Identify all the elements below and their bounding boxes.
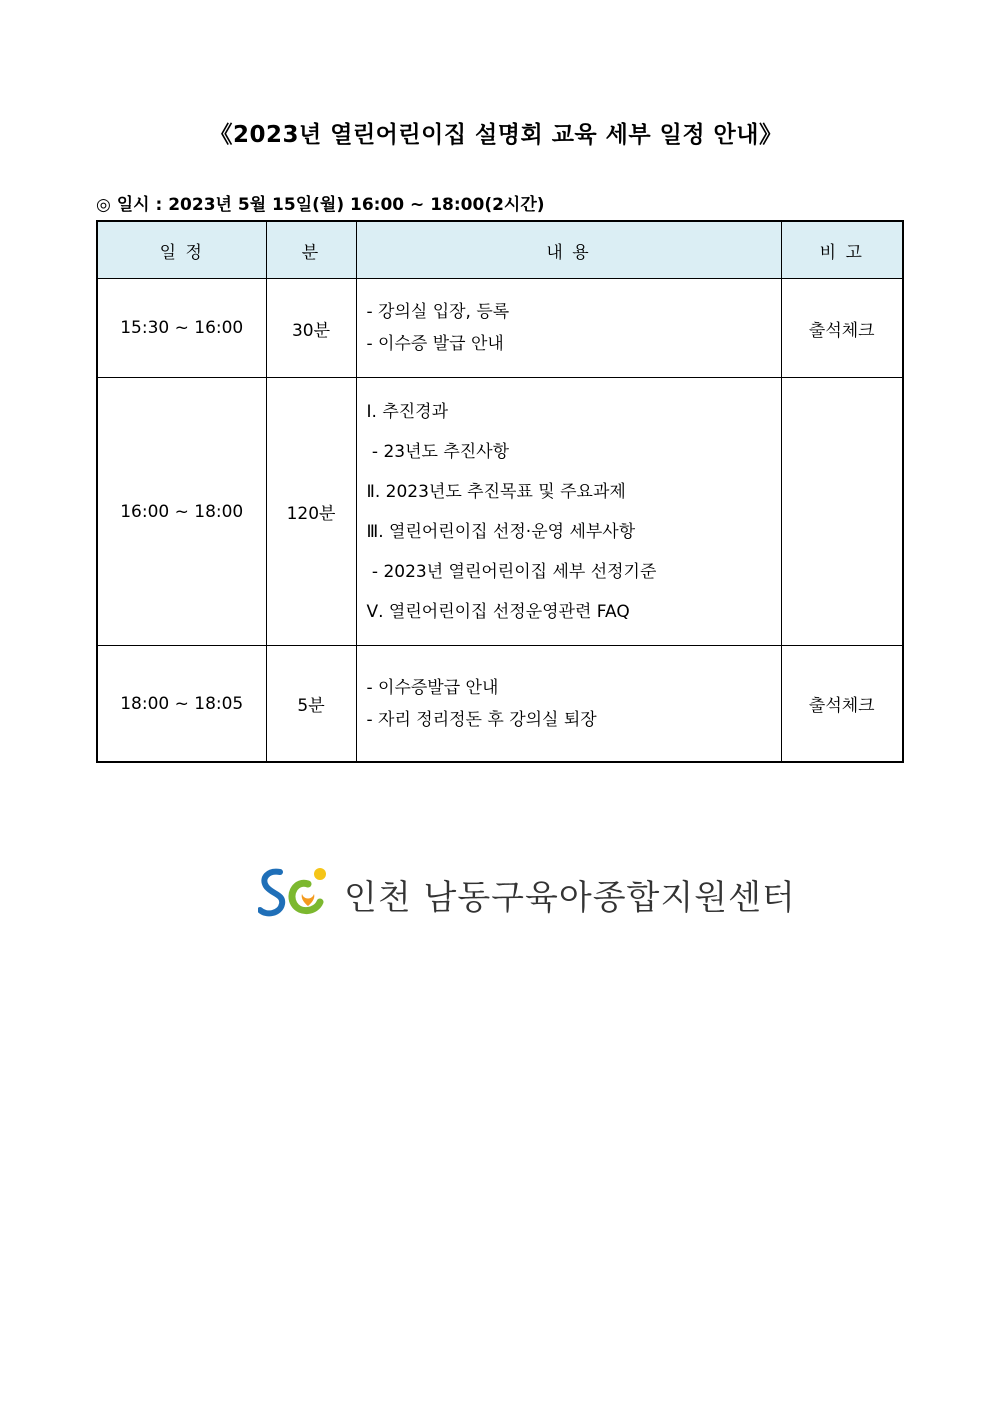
- table-row: [97, 378, 903, 646]
- header-content: 내 용: [356, 221, 781, 279]
- content-line: - 자리 정리정돈 후 강의실 퇴장: [366, 709, 597, 730]
- row-note: [781, 378, 903, 646]
- content-line: Ⅲ. 열린어린이집 선정·운영 세부사항: [366, 521, 636, 542]
- row-time: 18:00 ~ 18:05: [97, 646, 266, 763]
- header-schedule: 일 정: [97, 221, 266, 279]
- row-content: [356, 279, 781, 378]
- content-line: - 이수증발급 안내: [366, 677, 499, 698]
- row-note: 출석체크: [781, 279, 903, 378]
- logo-mark-icon: [258, 864, 336, 922]
- table-header-row: [97, 221, 903, 279]
- row-duration: 5분: [266, 646, 356, 763]
- content-line: Ⅱ. 2023년도 추진목표 및 주요과제: [366, 481, 626, 502]
- row-content: [356, 646, 781, 763]
- content-line: - 23년도 추진사항: [366, 441, 510, 462]
- table-row: [97, 279, 903, 378]
- content-line: - 강의실 입장, 등록: [366, 302, 510, 322]
- row-duration: 120분: [266, 378, 356, 646]
- row-note: 출석체크: [781, 646, 903, 763]
- row-content: [356, 378, 781, 646]
- row-time: 16:00 ~ 18:00: [97, 378, 266, 646]
- header-note: 비 고: [781, 221, 903, 279]
- header-duration: 분: [266, 221, 356, 279]
- content-line: Ⅰ. 추진경과: [366, 401, 449, 422]
- org-name: 인천 남동구육아종합지원센터: [344, 878, 796, 918]
- row-time: 15:30 ~ 16:00: [97, 279, 266, 378]
- document-title: 《2023년 열린어린이집 설명회 교육 세부 일정 안내》: [209, 122, 783, 148]
- row-duration: 30분: [266, 279, 356, 378]
- content-line: - 이수증 발급 안내: [366, 334, 504, 354]
- content-line: - 2023년 열린어린이집 세부 선정기준: [366, 561, 657, 582]
- schedule-table: [96, 220, 904, 763]
- table-row: [97, 646, 903, 763]
- event-date-line: ◎ 일시 : 2023년 5월 15일(월) 16:00 ~ 18:00(2시간): [96, 195, 545, 215]
- org-logo: [258, 862, 796, 922]
- content-line: Ⅴ. 열린어린이집 선정운영관련 FAQ: [366, 601, 630, 622]
